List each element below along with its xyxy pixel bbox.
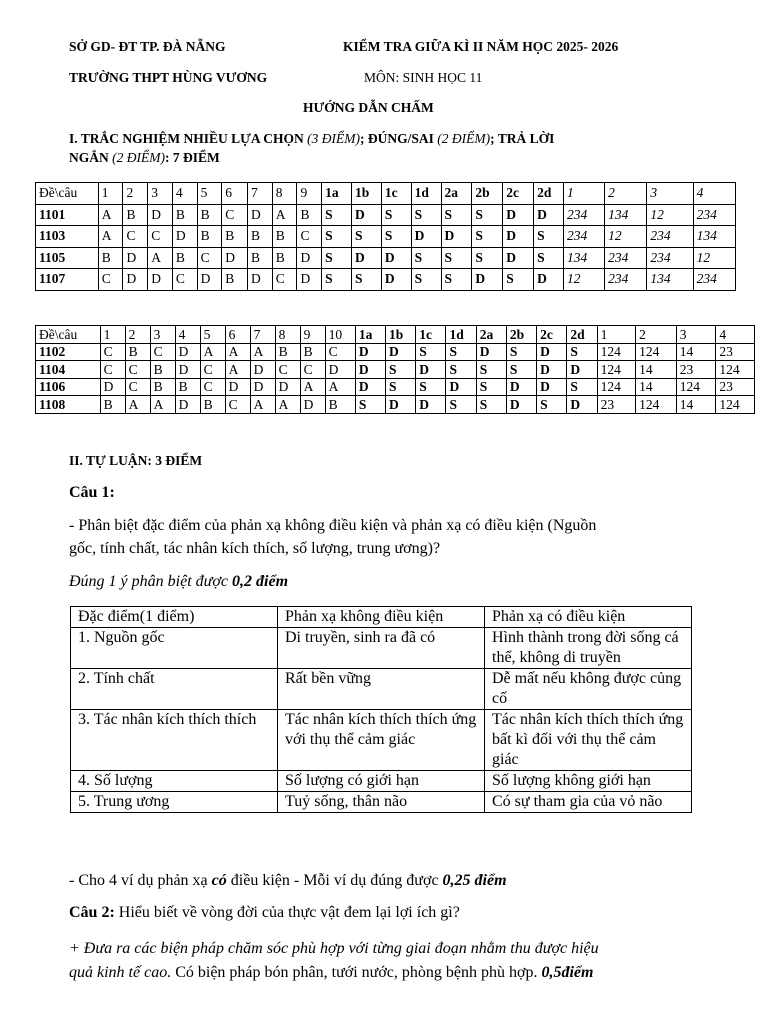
answer-cell: S (322, 269, 352, 291)
answer-cell: D (416, 361, 446, 379)
answer-cell: S (416, 378, 446, 396)
section1-part: NGẮN (69, 150, 113, 165)
answer-cell: 234 (647, 226, 693, 248)
answer-cell: 234 (647, 247, 693, 269)
answer-cell: A (225, 343, 250, 361)
question2-label: Câu 2: (69, 904, 115, 921)
answer-cell: B (150, 361, 175, 379)
column-header: 4 (716, 326, 755, 344)
answer-cell: 234 (563, 204, 604, 226)
table-cell: Tuỷ sống, thân não (278, 792, 485, 813)
answer-cell: S (567, 378, 597, 396)
answer-cell: 124 (716, 361, 755, 379)
section2-heading: II. TỰ LUẬN: 3 ĐIỂM (69, 453, 203, 468)
answer-cell: 12 (647, 204, 693, 226)
answer-cell: A (300, 378, 325, 396)
answer-cell: C (150, 343, 175, 361)
table-cell: 4. Số lượng (71, 771, 278, 792)
answer-cell: A (250, 343, 275, 361)
answer-cell: B (150, 378, 175, 396)
table-row (71, 628, 692, 669)
column-header: 2c (503, 183, 534, 205)
column-header: 5 (197, 183, 222, 205)
answer-cell: B (98, 247, 123, 269)
answer-cell: D (175, 396, 200, 414)
answer-cell: D (534, 269, 564, 291)
answer-cell: 234 (693, 269, 735, 291)
answer-cell: D (250, 361, 275, 379)
answer-cell: C (272, 269, 297, 291)
answer-cell: D (351, 247, 381, 269)
table-row (71, 792, 692, 813)
answer-cell: D (411, 226, 441, 248)
table-cell: 2. Tính chất (71, 669, 278, 710)
answer-cell: D (123, 269, 148, 291)
answer-cell: B (100, 396, 125, 414)
answer-cell: 134 (605, 204, 647, 226)
table-header-row (36, 326, 755, 344)
answer-cell: D (300, 396, 325, 414)
answer-cell: 234 (605, 247, 647, 269)
column-header: 9 (297, 183, 322, 205)
answer-cell: S (386, 361, 416, 379)
table-row (36, 204, 736, 226)
answer-cell: S (476, 378, 506, 396)
answer-cell: C (125, 361, 150, 379)
column-header: 8 (275, 326, 300, 344)
exam-code-cell: 1103 (36, 226, 99, 248)
answer-cell: C (200, 361, 225, 379)
column-header: 2 (636, 326, 677, 344)
table-row (36, 396, 755, 414)
answer-cell: D (275, 378, 300, 396)
answer-key-table-2 (35, 325, 755, 414)
column-header: 1 (100, 326, 125, 344)
table-cell: Di truyền, sinh ra đã có (278, 628, 485, 669)
answer-cell: S (476, 396, 506, 414)
column-header: 3 (676, 326, 716, 344)
answer-cell: D (537, 361, 567, 379)
example-text: - Cho 4 ví dụ phản xạ (69, 872, 212, 889)
answer-cell: D (537, 343, 567, 361)
column-header: 1 (98, 183, 123, 205)
table-header-row (71, 607, 692, 628)
answer-cell: S (534, 247, 564, 269)
answer-cell: C (297, 226, 322, 248)
answer-cell: S (351, 269, 381, 291)
subject-name: MÔN: SINH HỌC 11 (364, 70, 483, 85)
answer-cell: C (125, 378, 150, 396)
column-header: 2d (567, 326, 597, 344)
example-points: 0,25 điểm (442, 872, 507, 889)
answer-cell: D (567, 361, 597, 379)
column-header: 2 (125, 326, 150, 344)
answer-cell: B (248, 226, 273, 248)
column-header: 2d (534, 183, 564, 205)
answer-cell: S (567, 343, 597, 361)
table-row (36, 226, 736, 248)
answer-cell: 14 (636, 378, 677, 396)
school-name: TRƯỜNG THPT HÙNG VƯƠNG (69, 70, 268, 85)
answer2-italic: quả kinh tế cao. (69, 964, 172, 981)
answer-cell: D (476, 343, 506, 361)
question2-text: Hiểu biết về vòng đời của thực vật đem lại lợi ích gì? (114, 904, 460, 921)
answer-cell: S (381, 226, 411, 248)
answer-cell: S (534, 226, 564, 248)
answer-cell: S (381, 204, 411, 226)
answer-cell: 12 (693, 247, 735, 269)
table-cell: Dễ mất nếu không được củng cố (485, 669, 692, 710)
column-header: 1b (386, 326, 416, 344)
answer-cell: 23 (716, 378, 755, 396)
answer-cell: S (472, 204, 503, 226)
table-cell: Có sự tham gia của vỏ não (485, 792, 692, 813)
column-header: 5 (200, 326, 225, 344)
answer-cell: S (472, 226, 503, 248)
answer-cell: 124 (636, 396, 677, 414)
question1-text-line2: gốc, tính chất, tác nhân kích thích, số lượng, trung ương)? (69, 540, 441, 557)
column-header: 1 (597, 326, 636, 344)
answer-cell: 134 (563, 247, 604, 269)
answer-cell: B (275, 343, 300, 361)
answer-cell: D (297, 269, 322, 291)
answer-cell: A (225, 361, 250, 379)
exam-code-cell: 1106 (36, 378, 101, 396)
answer-cell: C (325, 343, 355, 361)
column-header: 1d (446, 326, 476, 344)
column-header: 6 (225, 326, 250, 344)
table-row (71, 669, 692, 710)
column-header: 1d (411, 183, 441, 205)
answer-cell: D (441, 226, 472, 248)
table-cell: Rất bền vững (278, 669, 485, 710)
answer-cell: S (386, 378, 416, 396)
answer-cell: 124 (597, 361, 636, 379)
column-header: 3 (150, 326, 175, 344)
answer-cell: A (325, 378, 355, 396)
answer-cell: S (322, 204, 352, 226)
answer-cell: C (100, 343, 125, 361)
answer-cell: B (172, 247, 197, 269)
answer-cell: D (355, 343, 385, 361)
table-row (71, 710, 692, 771)
answer-cell: 12 (563, 269, 604, 291)
exam-code-cell: 1101 (36, 204, 99, 226)
column-header: 2 (605, 183, 647, 205)
answer-cell: 23 (676, 361, 716, 379)
score-note-text: Đúng 1 ý phân biệt được (69, 573, 233, 590)
answer-cell: S (411, 204, 441, 226)
answer-cell: C (100, 361, 125, 379)
answer-cell: D (386, 343, 416, 361)
answer-cell: D (381, 247, 411, 269)
answer2-line2 (69, 964, 593, 982)
answer-cell: S (351, 226, 381, 248)
answer-cell: S (506, 343, 536, 361)
answer-cell: D (172, 226, 197, 248)
column-header: Đặc điểm(1 điểm) (71, 607, 278, 628)
answer-cell: D (248, 204, 273, 226)
column-header: 4 (693, 183, 735, 205)
column-header: 4 (172, 183, 197, 205)
answer-cell: D (100, 378, 125, 396)
table-cell: Tác nhân kích thích thích ứng bất kì đối với thụ thể cảm giác (485, 710, 692, 771)
answer-cell: D (351, 204, 381, 226)
answer-cell: 124 (676, 378, 716, 396)
answer-cell: C (172, 269, 197, 291)
table-cell: Hình thành trong đời sống cá thể, không di truyền (485, 628, 692, 669)
column-header: 1a (322, 183, 352, 205)
answer-cell: D (148, 269, 173, 291)
answer-cell: C (275, 361, 300, 379)
answer-cell: 234 (563, 226, 604, 248)
answer-cell: D (297, 247, 322, 269)
answer-key-table-1 (35, 182, 736, 291)
answer-cell: B (222, 226, 248, 248)
answer-cell: B (297, 204, 322, 226)
answer-cell: S (537, 396, 567, 414)
column-header: 1c (381, 183, 411, 205)
exam-code-cell: 1108 (36, 396, 101, 414)
column-header: 1a (355, 326, 385, 344)
answer-cell: D (123, 247, 148, 269)
answer-cell: A (200, 343, 225, 361)
column-header: 7 (248, 183, 273, 205)
column-header: 2a (441, 183, 472, 205)
column-header: 4 (175, 326, 200, 344)
table-cell: 3. Tác nhân kích thích thích (71, 710, 278, 771)
column-header: 10 (325, 326, 355, 344)
answer-cell: 124 (597, 343, 636, 361)
exam-code-cell: 1107 (36, 269, 99, 291)
answer-cell: A (250, 396, 275, 414)
example-instruction (69, 872, 507, 890)
table-cell: Số lượng không giới hạn (485, 771, 692, 792)
answer-cell: 134 (647, 269, 693, 291)
table-row (36, 361, 755, 379)
answer-cell: B (272, 247, 297, 269)
answer-cell: 234 (605, 269, 647, 291)
section1-points: (2 ĐIỂM) (437, 131, 491, 146)
answer-cell: S (441, 204, 472, 226)
question2 (69, 904, 460, 922)
answer-cell: C (148, 226, 173, 248)
table-header-row (36, 183, 736, 205)
score-note (69, 573, 288, 591)
section1-part: : 7 ĐIỂM (164, 150, 220, 165)
example-emphasis: có (211, 872, 227, 889)
answer-cell: D (148, 204, 173, 226)
department-name: SỞ GD- ĐT TP. ĐÀ NẴNG (69, 39, 226, 54)
answer-cell: B (300, 343, 325, 361)
column-header: 6 (222, 183, 248, 205)
answer-cell: S (446, 396, 476, 414)
answer-cell: 23 (716, 343, 755, 361)
answer-cell: D (325, 361, 355, 379)
answer-cell: S (476, 361, 506, 379)
answer-cell: S (411, 269, 441, 291)
table-row (36, 378, 755, 396)
answer-cell: S (506, 361, 536, 379)
answer-cell: D (175, 343, 200, 361)
column-header: Phản xạ có điều kiện (485, 607, 692, 628)
answer-cell: C (123, 226, 148, 248)
column-header: 3 (647, 183, 693, 205)
question1-text-line1: - Phân biệt đặc điểm của phản xạ không điều kiện và phản xạ có điều kiện (Nguồn (69, 517, 597, 534)
answer-cell: D (386, 396, 416, 414)
answer-cell: D (197, 269, 222, 291)
column-header: 2b (506, 326, 536, 344)
answer-cell: A (98, 204, 123, 226)
answer-cell: D (250, 378, 275, 396)
exam-title: KIỂM TRA GIỮA KÌ II NĂM HỌC 2025- 2026 (343, 39, 619, 54)
table-row (36, 247, 736, 269)
answer-cell: 23 (597, 396, 636, 414)
table-row (71, 771, 692, 792)
column-header: Phản xạ không điều kiện (278, 607, 485, 628)
answer-cell: D (381, 269, 411, 291)
answer-cell: S (446, 361, 476, 379)
answer-cell: A (125, 396, 150, 414)
answer-cell: D (355, 361, 385, 379)
column-header: 1b (351, 183, 381, 205)
answer-cell: B (175, 378, 200, 396)
answer-cell: D (355, 378, 385, 396)
answer-cell: D (472, 269, 503, 291)
answer-cell: D (506, 378, 536, 396)
answer-cell: A (148, 247, 173, 269)
column-header: Đề\câu (36, 183, 99, 205)
answer-cell: D (175, 361, 200, 379)
answer-cell: C (300, 361, 325, 379)
answer-cell: C (197, 247, 222, 269)
column-header: 2c (537, 326, 567, 344)
answer-cell: 14 (636, 361, 677, 379)
column-header: 1c (416, 326, 446, 344)
section1-points: (3 ĐIỂM) (307, 131, 361, 146)
answer-cell: D (506, 396, 536, 414)
column-header: 7 (250, 326, 275, 344)
table-cell: Số lượng có giới hạn (278, 771, 485, 792)
column-header: 8 (272, 183, 297, 205)
table-cell: 5. Trung ương (71, 792, 278, 813)
answer-cell: B (197, 226, 222, 248)
answer-cell: 124 (636, 343, 677, 361)
answer-cell: C (222, 204, 248, 226)
section1-part: ; ĐÚNG/SAI (360, 131, 438, 146)
answer-cell: B (197, 204, 222, 226)
answer-cell: D (416, 396, 446, 414)
section1-points: (2 ĐIỂM) (112, 150, 165, 165)
answer2-text: Có biện pháp bón phân, tưới nước, phòng bệnh phù hợp. (171, 964, 542, 981)
answer-cell: C (98, 269, 123, 291)
table-cell: 1. Nguồn gốc (71, 628, 278, 669)
column-header: 2b (472, 183, 503, 205)
answer-cell: D (222, 247, 248, 269)
answer-cell: 12 (605, 226, 647, 248)
section1-part: I. TRẮC NGHIỆM NHIỀU LỰA CHỌN (69, 131, 308, 146)
answer-cell: A (275, 396, 300, 414)
exam-code-cell: 1105 (36, 247, 99, 269)
answer-cell: B (325, 396, 355, 414)
answer-cell: B (172, 204, 197, 226)
answer-cell: D (534, 204, 564, 226)
table-row (36, 269, 736, 291)
column-header: 9 (300, 326, 325, 344)
answer2-points: 0,5điểm (541, 964, 594, 981)
answer-cell: 134 (693, 226, 735, 248)
answer-cell: D (537, 378, 567, 396)
answer-cell: A (150, 396, 175, 414)
answer-cell: B (222, 269, 248, 291)
answer-cell: S (446, 343, 476, 361)
answer-cell: S (322, 247, 352, 269)
column-header: 1 (563, 183, 604, 205)
column-header: 3 (148, 183, 173, 205)
section1-heading-line2 (69, 150, 220, 166)
question1-label: Câu 1: (69, 484, 115, 501)
answer-cell: 14 (676, 343, 716, 361)
answer-cell: S (322, 226, 352, 248)
answer-cell: 124 (597, 378, 636, 396)
example-text: điều kiện - Mỗi ví dụ đúng được (226, 872, 443, 889)
section1-heading-line1 (69, 131, 554, 147)
table-row (36, 343, 755, 361)
table-cell: Tác nhân kích thích thích ứng với thụ thể cảm giác (278, 710, 485, 771)
score-note-points: 0,2 điểm (232, 573, 289, 590)
answer-cell: D (567, 396, 597, 414)
answer-cell: S (441, 269, 472, 291)
answer-cell: S (441, 247, 472, 269)
answer-cell: S (355, 396, 385, 414)
answer2-line1: + Đưa ra các biện pháp chăm sóc phù hợp với từng giai đoạn nhằm thu được hiệu (69, 940, 599, 957)
column-header: 2a (476, 326, 506, 344)
answer-cell: S (503, 269, 534, 291)
answer-cell: A (98, 226, 123, 248)
answer-cell: B (123, 204, 148, 226)
answer-cell: C (200, 378, 225, 396)
answer-cell: D (503, 204, 534, 226)
reflex-comparison-table (70, 606, 692, 813)
answer-cell: D (225, 378, 250, 396)
answer-cell: 124 (716, 396, 755, 414)
answer-cell: S (416, 343, 446, 361)
section1-part: ; TRẢ LỜI (490, 131, 555, 146)
answer-cell: 14 (676, 396, 716, 414)
answer-cell: 234 (693, 204, 735, 226)
answer-cell: B (272, 226, 297, 248)
answer-cell: B (125, 343, 150, 361)
answer-cell: S (411, 247, 441, 269)
answer-cell: D (503, 226, 534, 248)
answer-cell: B (248, 247, 273, 269)
answer-cell: S (472, 247, 503, 269)
answer-cell: B (200, 396, 225, 414)
answer-cell: C (225, 396, 250, 414)
exam-code-cell: 1102 (36, 343, 101, 361)
page-title: HƯỚNG DẪN CHẤM (303, 100, 434, 115)
column-header: 2 (123, 183, 148, 205)
answer-cell: D (503, 247, 534, 269)
exam-code-cell: 1104 (36, 361, 101, 379)
answer-cell: D (248, 269, 273, 291)
answer-cell: A (272, 204, 297, 226)
answer-cell: D (446, 378, 476, 396)
column-header: Đề\câu (36, 326, 101, 344)
